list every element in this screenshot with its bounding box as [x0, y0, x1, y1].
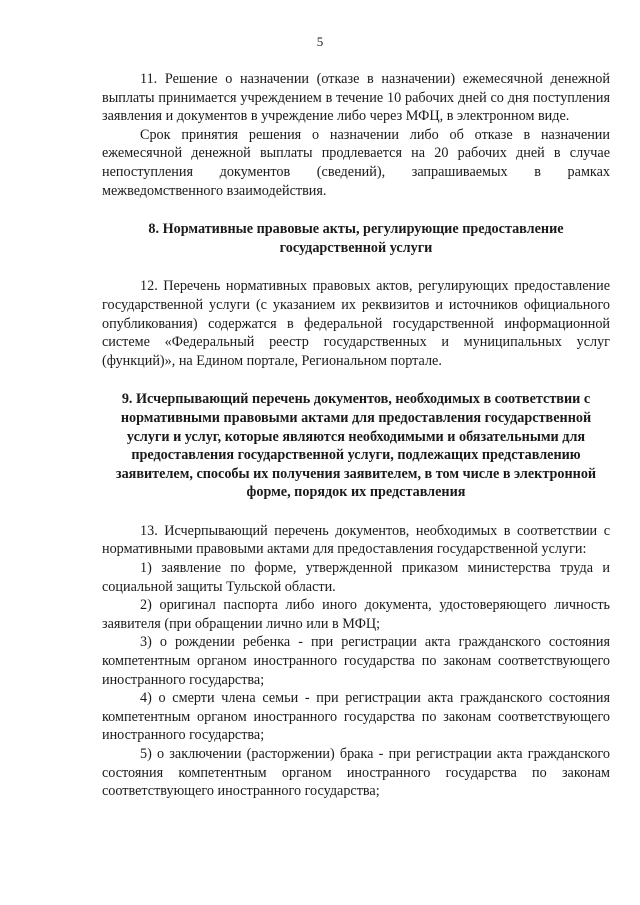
section-8-heading: 8. Нормативные правовые акты, регулирующие предоставление государственной услуги	[148, 221, 564, 256]
list-item: 2) оригинал паспорта либо иного документа, удостоверяющего личность заявителя (при обращении лично или в МФЦ;	[102, 597, 610, 632]
list-item: 3) о рождении ребенка - при регистрации акта гражданского состояния компетентным органом иностранного государства по законам соответствующего иностранного государства;	[102, 634, 610, 688]
paragraph-13: 13. Исчерпывающий перечень документов, необходимых в соответствии с нормативными правовыми актами для предоставления государственной услуги:	[102, 522, 610, 558]
section-9-heading: 9. Исчерпывающий перечень документов, необходимых в соответствии с нормативными правовыми актами для предоставления государственной услуги и услуг, которые являются необходимыми и обязательными для предоставления государственной услуги, подлежащих представлению заявителем, способы их получения заявителем, в том числе в электронной форме, порядок их представления	[115, 391, 597, 501]
document-body	[102, 70, 610, 801]
paragraph-11-term: Срок принятия решения о назначении либо об отказе в назначении ежемесячной денежной выплаты продлевается на 20 рабочих дней в случае непоступления документов (сведений), запрашиваемых в рамках межведомственного взаимодействия.	[102, 126, 610, 199]
paragraph-11: 11. Решение о назначении (отказе в назначении) ежемесячной денежной выплаты принимается учреждением в течение 10 рабочих дней со дня поступления заявления и документов в учреждение либо через МФЦ, в электронном виде.	[102, 71, 610, 125]
list-item: 4) о смерти члена семьи - при регистрации акта гражданского состояния компетентным органом иностранного государства по законам соответствующего иностранного государства;	[102, 690, 610, 744]
list-item: 5) о заключении (расторжении) брака - при регистрации акта гражданского состояния компетентным органом иностранного государства по законам соответствующего иностранного государства;	[102, 746, 610, 800]
page-number: 5	[316, 34, 324, 49]
list-item: 1) заявление по форме, утвержденной приказом министерства труда и социальной защиты Тульской области.	[102, 560, 610, 595]
paragraph-12: 12. Перечень нормативных правовых актов, регулирующих предоставление государственной услуги (с указанием их реквизитов и источников официального опубликования) содержатся в федеральной государственной информационной системе «Федеральный реестр государственных и муниципальных услуг (функций)», на Едином портале, Региональном портале.	[102, 278, 610, 369]
